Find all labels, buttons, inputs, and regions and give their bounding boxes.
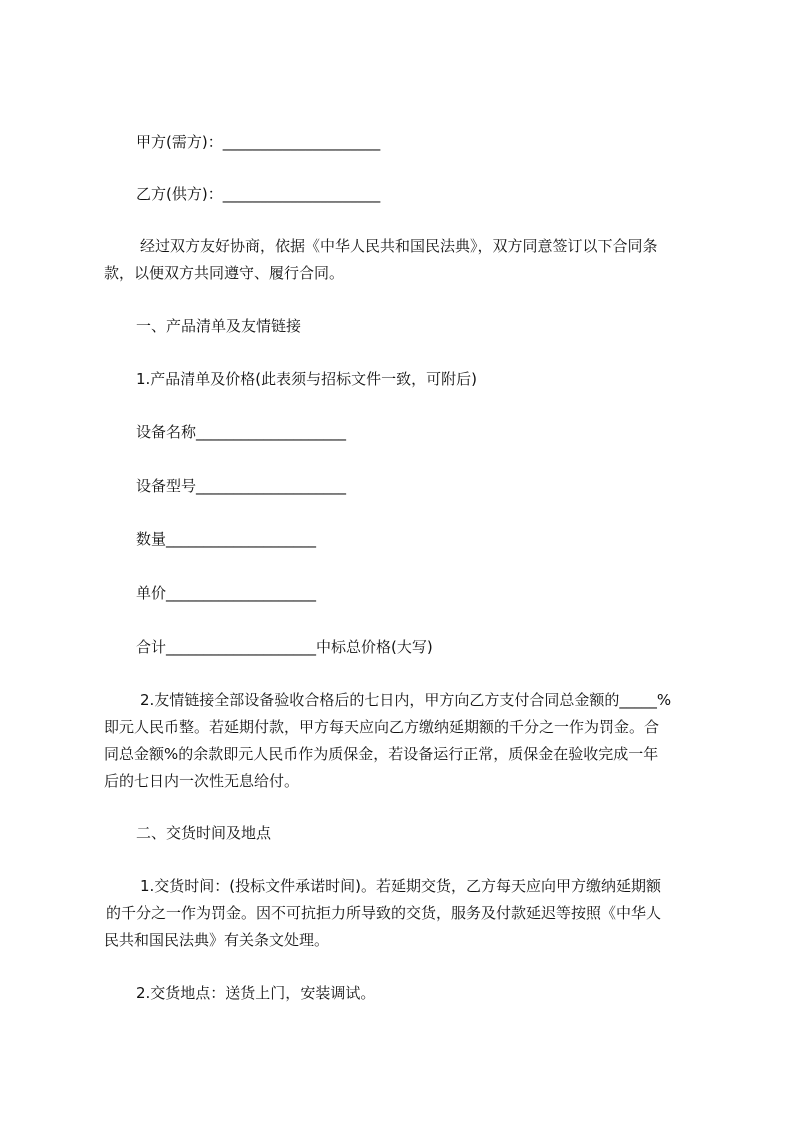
section2-item1-line-1: 1.交货时间：(投标文件承诺时间)。若延期交货，乙方每天应向甲方缴纳延期额: [140, 877, 662, 895]
field-total: 合计____________________中标总价格(大写): [136, 638, 433, 656]
section1-item2-line-4: 后的七日内一次性无息给付。: [104, 772, 300, 790]
field-unit-price: 单价____________________: [136, 584, 317, 602]
party-b-line: 乙方(供方)：_____________________: [136, 185, 381, 203]
section2-title: 二、交货时间及地点: [136, 824, 272, 842]
section1-item1: 1.产品清单及价格(此表须与招标文件一致，可附后): [136, 370, 478, 388]
field-device-name: 设备名称____________________: [136, 423, 347, 441]
party-a-line: 甲方(需方)：_____________________: [136, 133, 381, 151]
section1-item2-line-1: 2.友情链接全部设备验收合格后的七日内，甲方向乙方支付合同总金额的_____%: [140, 691, 672, 709]
field-device-model: 设备型号____________________: [136, 477, 347, 495]
intro-line-2: 款，以便双方共同遵守、履行合同。: [104, 264, 345, 282]
section1-item2-line-2: 即元人民币整。若延期付款，甲方每天应向乙方缴纳延期额的千分之一作为罚金。合: [104, 718, 660, 736]
section2-item1-line-3: 民共和国民法典》有关条文处理。: [104, 931, 330, 949]
section2-item2: 2.交货地点：送货上门，安装调试。: [136, 984, 376, 1002]
field-quantity: 数量____________________: [136, 530, 317, 548]
section2-item1-line-2: 的千分之一作为罚金。因不可抗拒力所导致的交货，服务及付款延迟等按照《中华人: [106, 904, 662, 922]
section1-title: 一、产品清单及友情链接: [136, 317, 302, 335]
intro-line-1: 经过双方友好协商，依据《中华人民共和国民法典》，双方同意签订以下合同条: [140, 237, 658, 255]
section1-item2-line-3: 同总金额%的余款即元人民币作为质保金，若设备运行正常，质保金在验收完成一年: [104, 745, 659, 763]
